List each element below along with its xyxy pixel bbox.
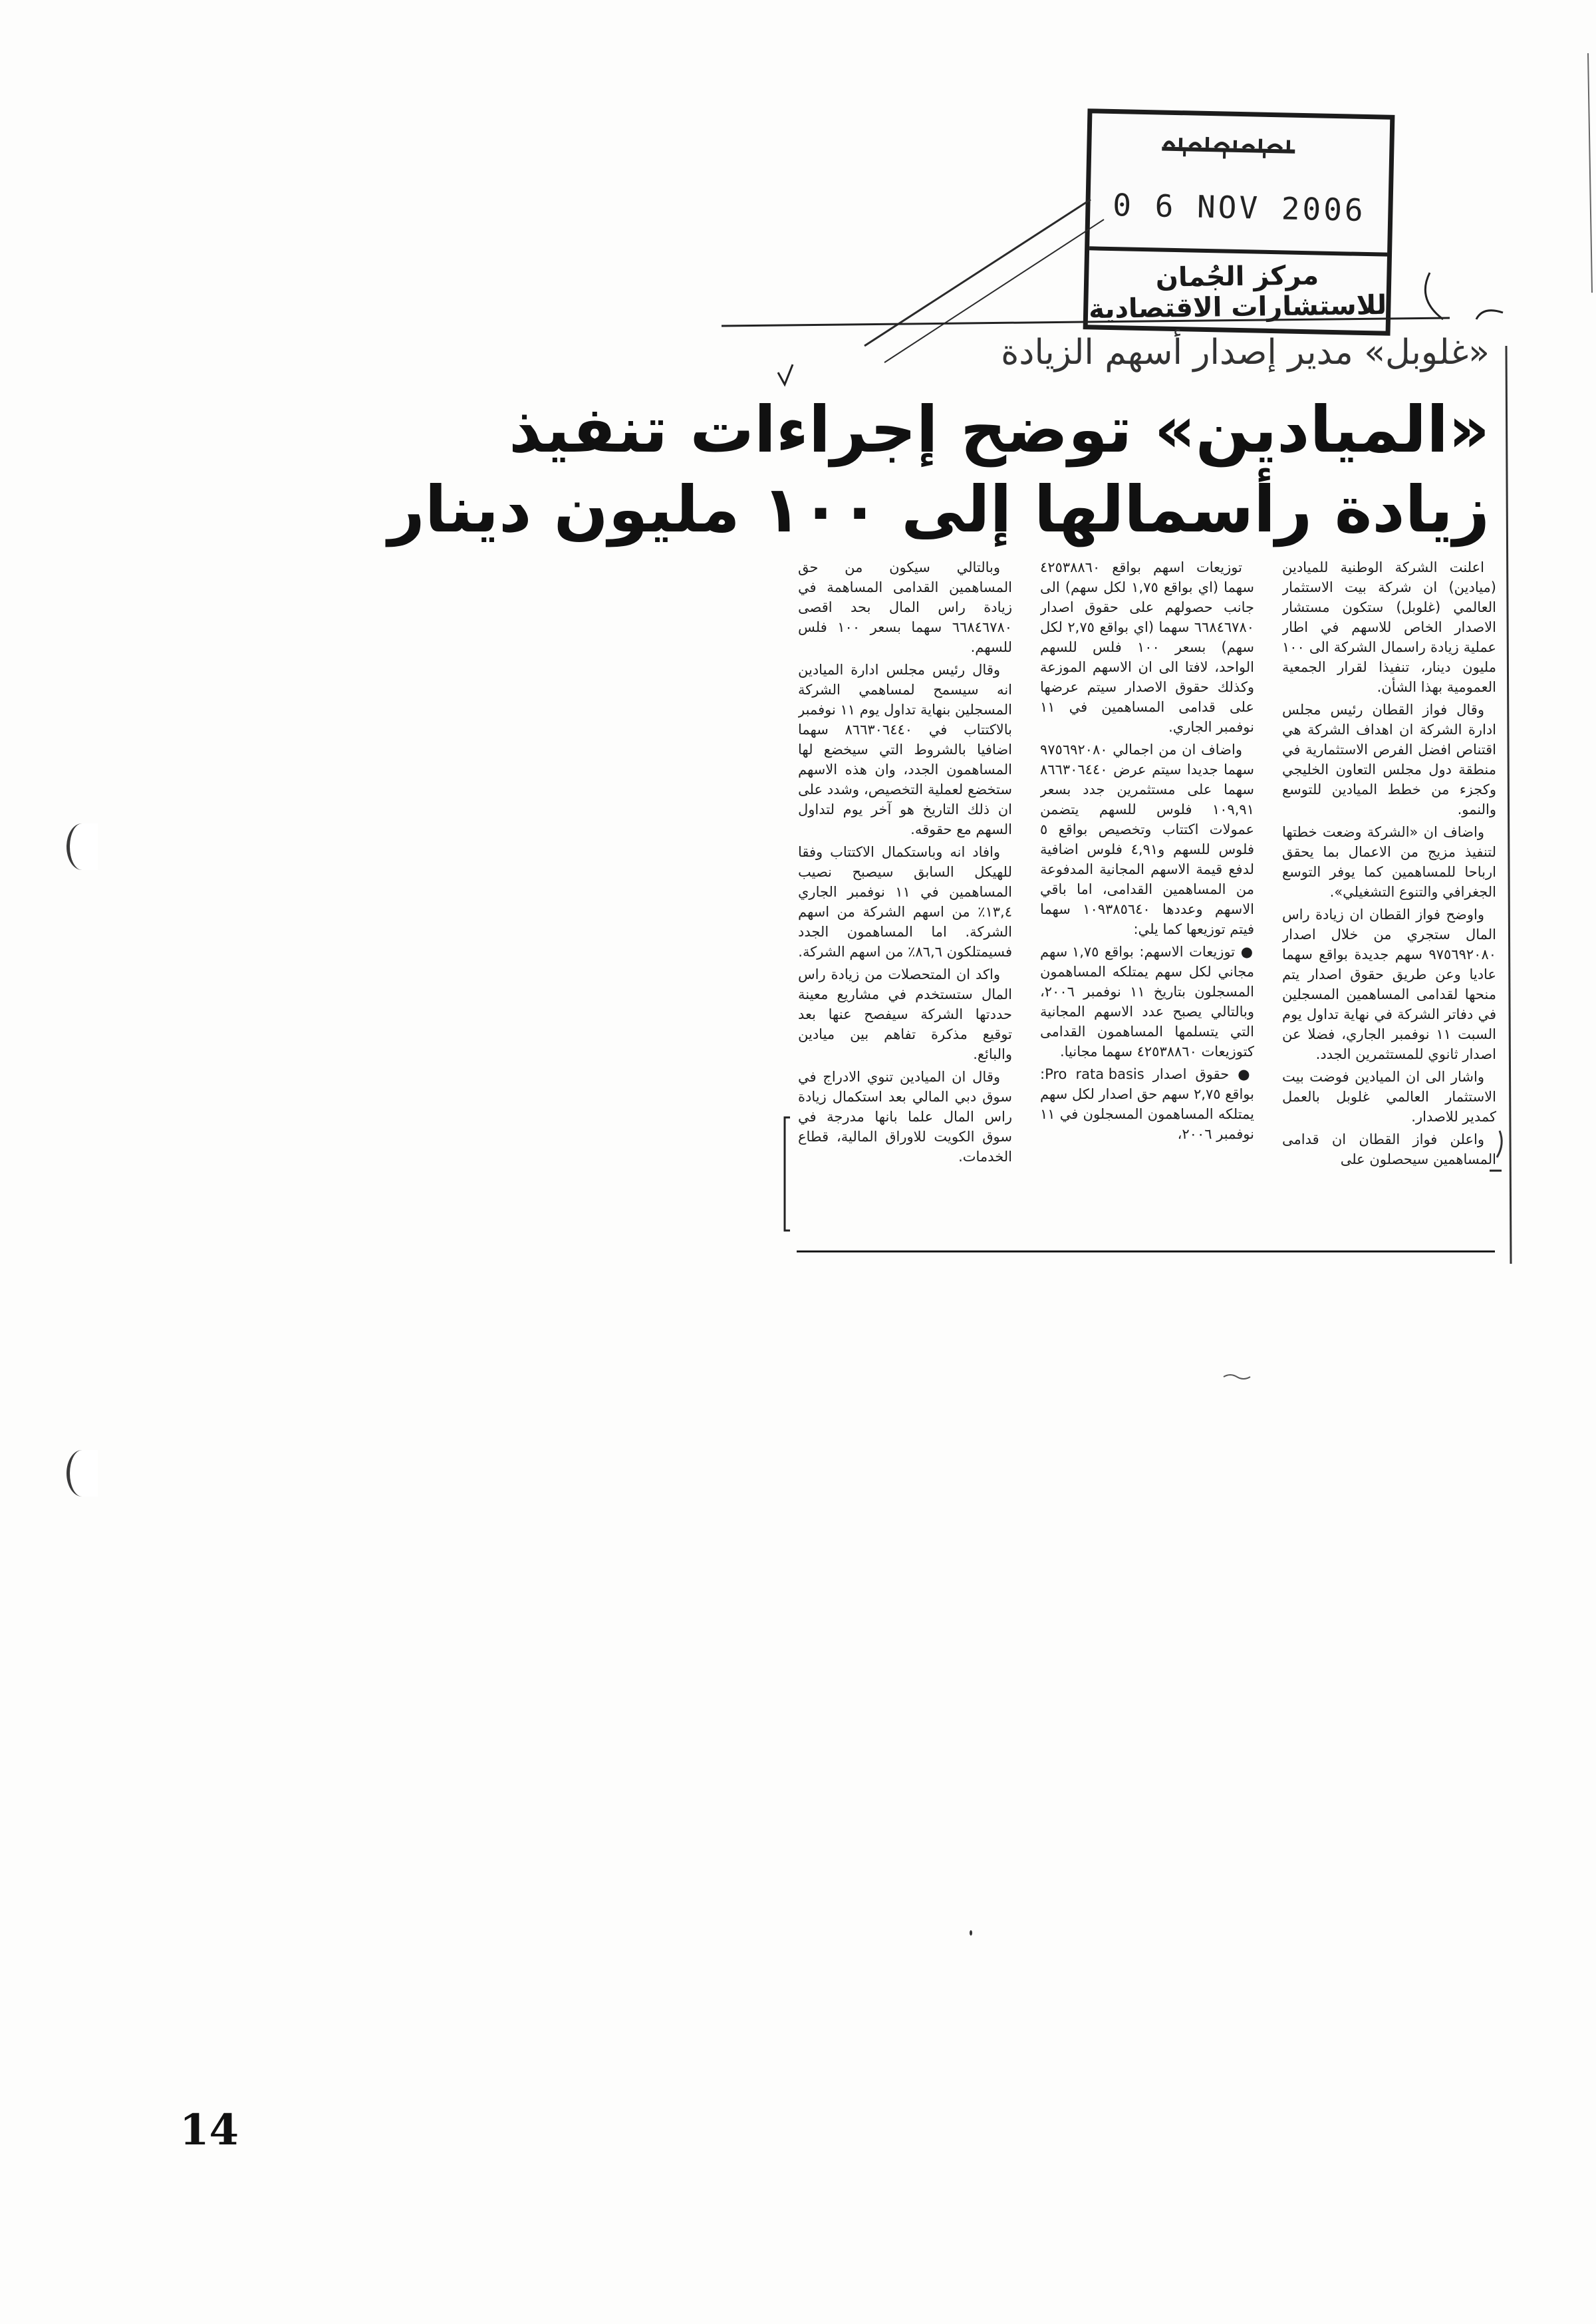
article-headline-line-1: «الميادين» توضح إجراءات تنفيذ <box>509 392 1490 467</box>
article-body <box>798 557 1496 1242</box>
article-column-left <box>798 557 1012 1242</box>
scan-speck <box>970 1930 972 1936</box>
paragraph: واعلن فواز القطان ان قدامى المساهمين سيحصلون على <box>1282 1131 1496 1167</box>
article-kicker: «غلوبل» مدير إصدار أسهم الزيادة <box>1001 333 1490 372</box>
bullet-paragraph: ● حقوق اصدار Pro rata basis: بواقع ٢,٧٥ سهم حق اصدار لكل سهم يمتلكه المساهمون المسجلون في ١١ نوفمبر ٢٠٠٦، <box>1040 1066 1254 1142</box>
paragraph: واكد ان المتحصلات من زيادة راس المال ستستخدم في مشاريع معينة حددتها الشركة سيفصح عنها بعد توقيع مذكرة تفاهم بين ميادين والبائع. <box>798 966 1012 1062</box>
punch-hole-bottom <box>66 1450 98 1497</box>
paragraph: واضاف ان من اجمالي ٩٧٥٦٩٢٠٨٠ سهما جديدا سيتم عرض ٨٦٦٣٠٦٤٤٠ سهما على مستثمرين جدد بسعر ١٠٩,٩١ فلوس للسهم يتضمن عمولات اكتتاب وتخصيص بواقع ٥ فلوس للسهم و٤,٩١ فلوس اضافية لدفع قيمة الاسهم المجانية المدفوعة من المساهمين القدامى، اما باقي الاسهم وعددها ١٠٩٣٨٥٦٤٠ سهما فيتم توزيعها كما يلي: <box>1040 742 1254 937</box>
paragraph: وقال رئيس مجلس ادارة الميادين انه سيسمح لمساهمي الشركة المسجلين بنهاية تداول يوم ١١ نوفمبر بالاكتتاب في ٨٦٦٣٠٦٤٤٠ سهما اضافيا بالشروط التي سيخضع لها المساهمون الجدد، وان هذه الاسهم ستخضع لعملية التخصيص، وشدد على ان ذلك التاريخ هو آخر يوم لتداول السهم مع حقوقه. <box>798 662 1012 837</box>
paragraph: واوضح فواز القطان ان زيادة راس المال ستجري من خلال اصدار ٩٧٥٦٩٢٠٨٠ سهم جديدة بواقع سهما عاديا وعن طريق حقوق اصدار يتم منحها لقدامى المساهمين المسجلين في دفاتر الشركة في نهاية تداول يوم السبت ١١ نوفمبر الجاري، فضلا عن اصدار ثانوي للمستثمرين الجدد. <box>1282 907 1496 1062</box>
paragraph: وقال فواز القطان رئيس مجلس ادارة الشركة ان اهداف الشركة هي اقتناص افضل الفرص الاستثمارية في منطقة دول مجلس التعاون الخليجي وكجزء من خطط الميادين للتوسع والنمو. <box>1282 702 1496 817</box>
stamp-organization: مركز الجُمان للاستشارات الاقتصادية <box>1088 260 1387 325</box>
article-headline-line-2: زيادة رأسمالها إلى ١٠٠ مليون دينار <box>388 472 1490 547</box>
article-column-middle <box>1040 557 1254 1242</box>
paragraph: توزيعات اسهم بواقع ٤٢٥٣٨٨٦٠ سهما (اي بواقع ١,٧٥ لكل سهم) الى جانب حصولهم على حقوق اصدار ٦٦٨٤٦٧٨٠ سهما (اي بواقع ٢,٧٥ لكل سهم) بسعر ١٠٠ فلس للسهم الواحد، لافتا الى ان الاسهم الموزعة وكذلك حقوق الاصدار سيتم عرضها على قدامى المساهمين في ١١ نوفمبر الجاري. <box>1040 559 1254 735</box>
archive-stamp <box>1083 108 1395 336</box>
article-column-right <box>1282 557 1496 1242</box>
paragraph: اعلنت الشركة الوطنية للميادين (ميادين) ان شركة بيت الاستثمار العالمي (غلوبل) ستكون مستشار الاصدار الخاص للاسهم في اطار عملية زيادة راسمال الشركة الى ١٠٠ مليون دينار، تنفيذا لقرار الجمعية العمومية بهذا الشأن. <box>1282 559 1496 695</box>
article-bottom-rule <box>797 1250 1495 1252</box>
paragraph: واضاف ان «الشركة وضعت خطتها لتنفيذ مزيج من الاعمال بما يحقق ارباحا للمساهمين كما يوفر التوسع الجغرافي والتنوع التشغيلي». <box>1282 824 1496 900</box>
paragraph: وقال ان الميادين تنوي الادراج في سوق دبي المالي بعد استكمال زيادة راس المال علما بانها مدرجة في سوق الكويت للاوراق المالية، قطاع الخدمات. <box>798 1069 1012 1165</box>
paragraph: وبالتالي سيكون من حق المساهمين القدامى المساهمة في زيادة راس المال بحد اقصى ٦٦٨٤٦٧٨٠ سهما بسعر ١٠٠ فلس للسهم. <box>798 559 1012 655</box>
paragraph: واشار الى ان الميادين فوضت بيت الاستثمار العالمي غلوبل بالعمل كمدير للاصدار. <box>1282 1069 1496 1125</box>
punch-hole-top <box>66 823 98 870</box>
newspaper-logo <box>1158 134 1305 163</box>
stamp-date: 0 6 NOV 2006 <box>1112 187 1367 228</box>
stamp-divider <box>1089 246 1387 256</box>
bullet-paragraph: ● توزيعات الاسهم: بواقع ١,٧٥ سهم مجاني لكل سهم يمتلكه المساهمون المسجلون بتاريخ ١١ نوفمبر ٢٠٠٦، وبالتالي يصبح عدد الاسهم المجانية التي يتسلمها المساهمون القدامى كتوزيعات ٤٢٥٣٨٨٦٠ سهما مجانيا. <box>1040 944 1254 1060</box>
page-number: 14 <box>180 2105 239 2155</box>
paragraph: وافاد انه وباستكمال الاكتتاب وفقا للهيكل السابق سيصبح نصيب المساهمين في ١١ نوفمبر الجاري ١٣,٤٪ من اسهم الشركة من اسهم الشركة. اما المساهمون الجدد فسيمتلكون ٨٦,٦٪ من اسهم الشركة. <box>798 844 1012 960</box>
